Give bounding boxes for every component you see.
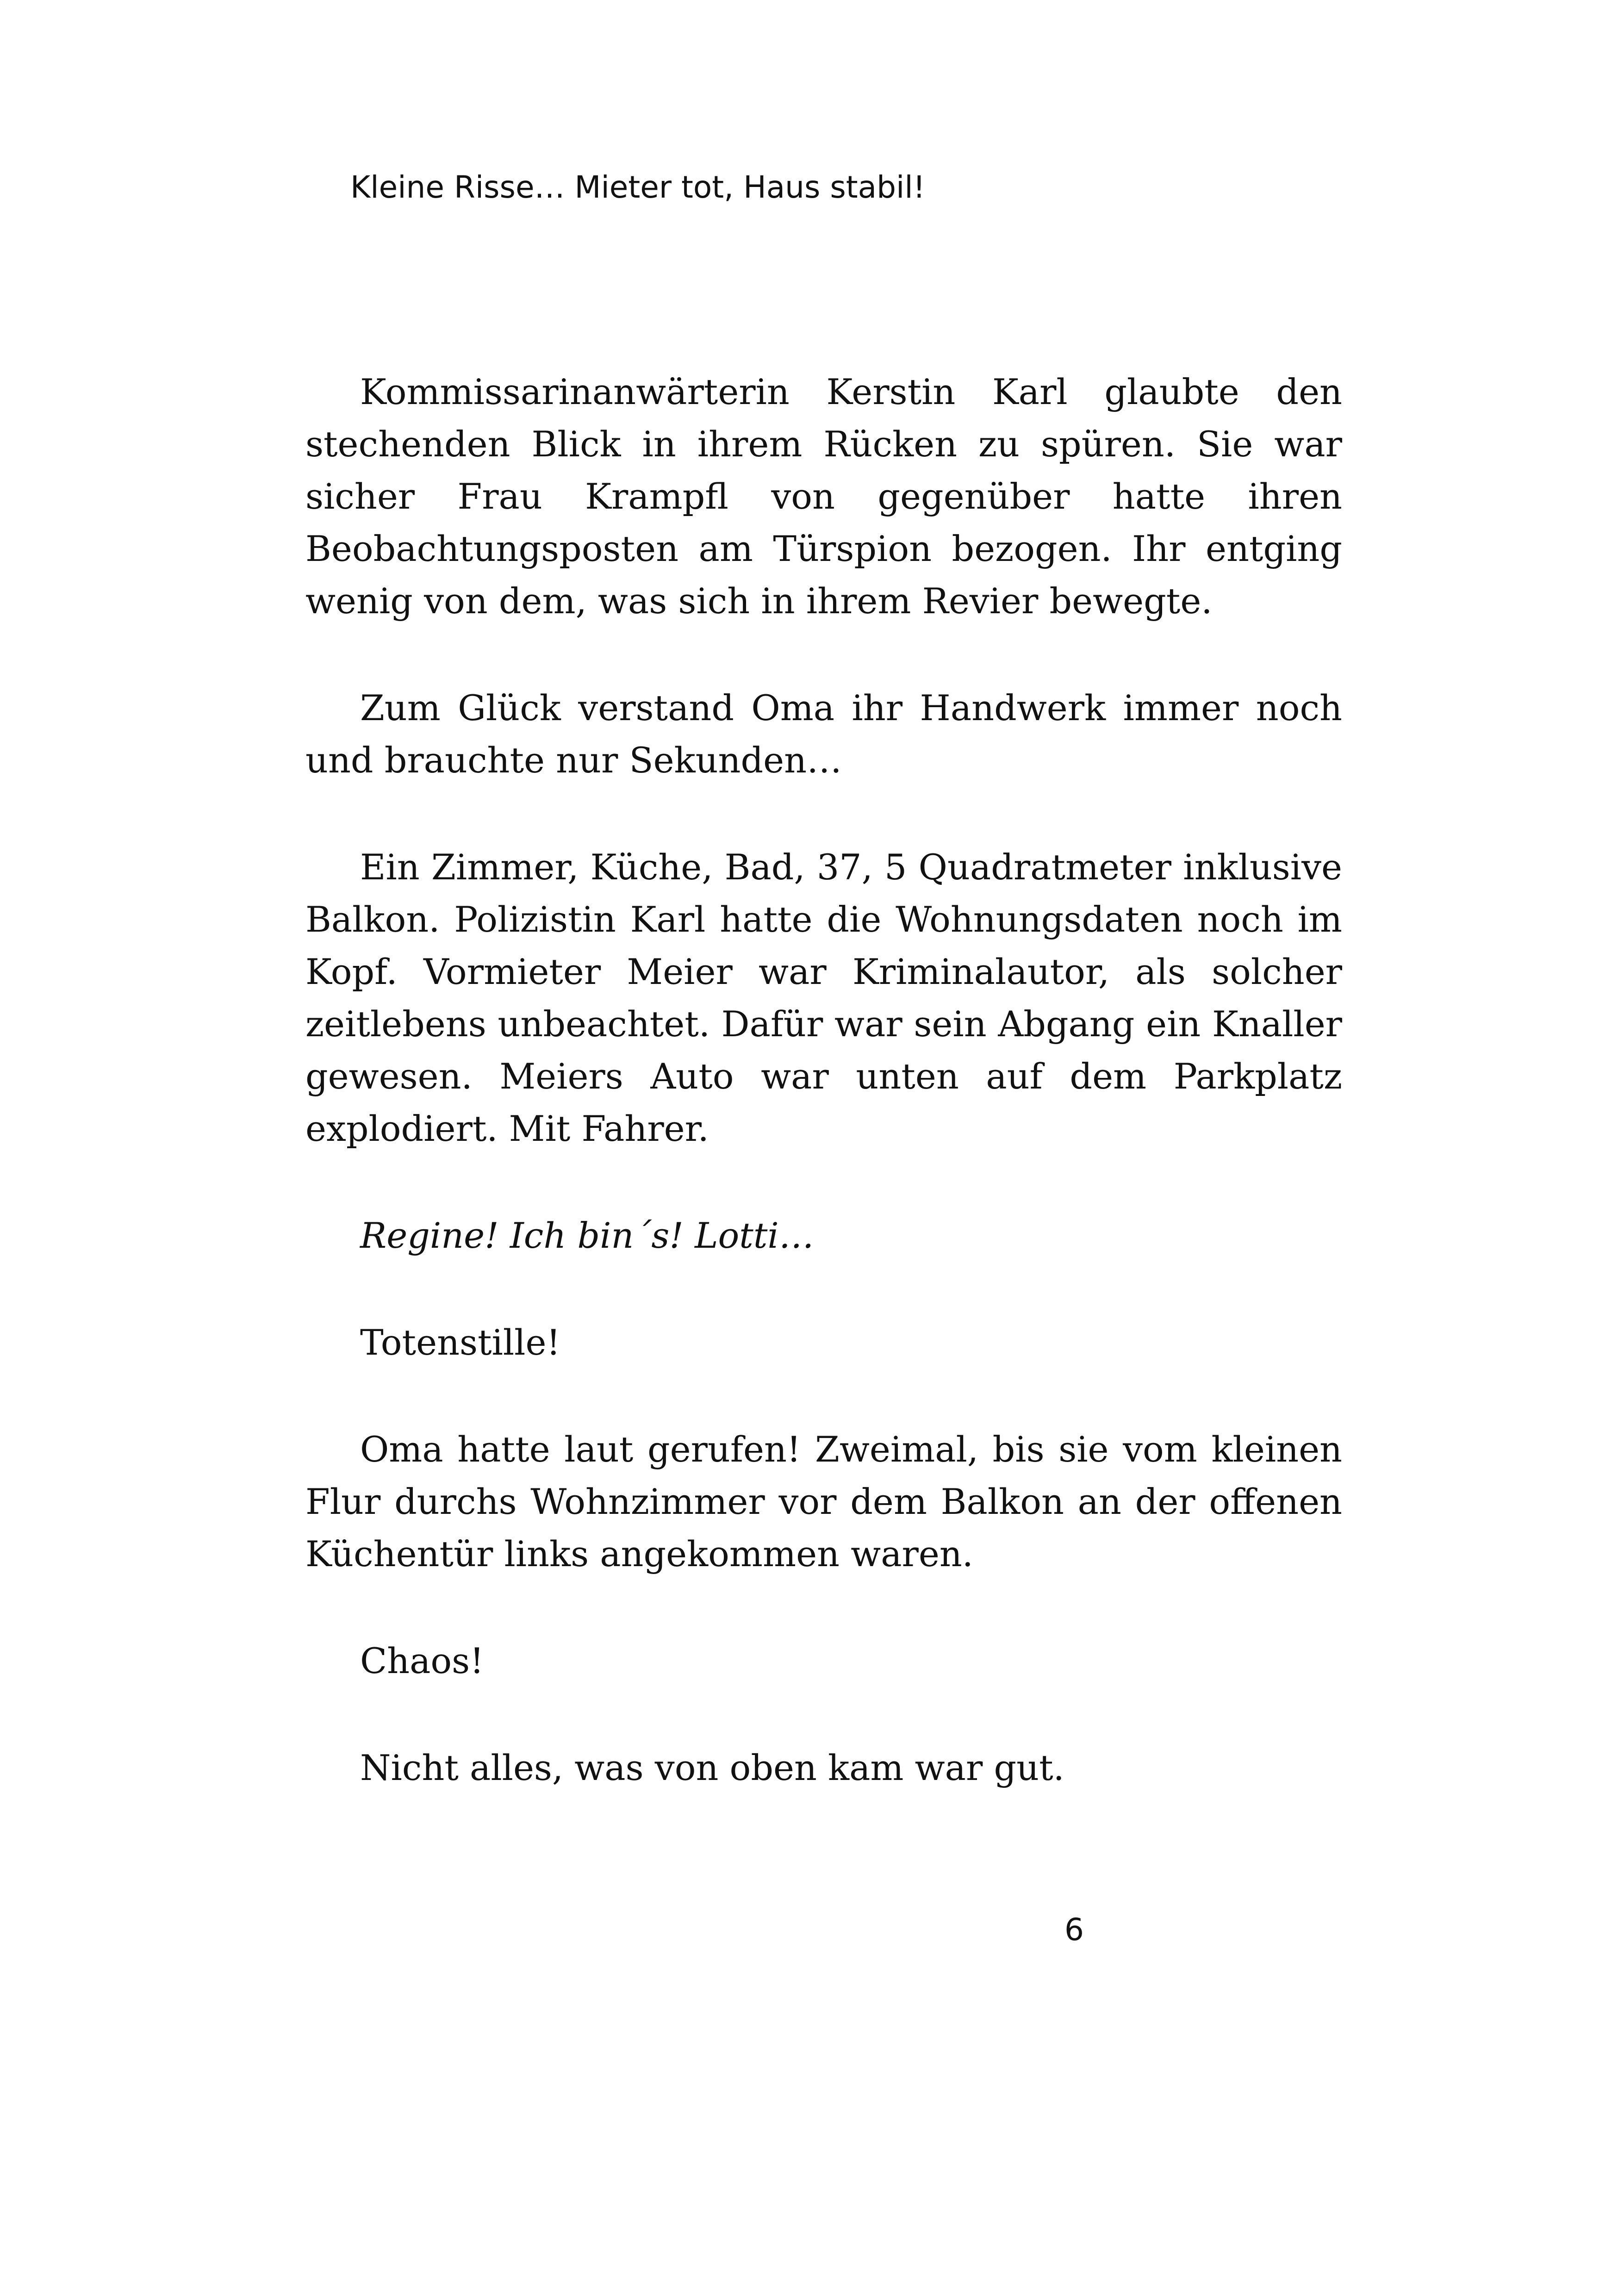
paragraph-7: Chaos! <box>360 1640 484 1681</box>
body-text <box>305 366 1342 1848</box>
paragraph-2: Zum Glück verstand Oma ihr Handwerk immer noch und brauchte nur Sekunden… <box>305 687 1342 781</box>
paragraph-4-italic-call: Regine! Ich bin´s! Lotti… <box>360 1215 814 1256</box>
running-header: Kleine Risse… Mieter tot, Haus stabil! <box>350 169 926 205</box>
paragraph-6: Oma hatte laut gerufen! Zweimal, bis sie vom kleinen Flur durchs Wohnzimmer vor dem Balkon an der offenen Küchentür links angekommen waren. <box>305 1429 1342 1574</box>
paragraph-3: Ein Zimmer, Küche, Bad, 37, 5 Quadratmeter inklusive Balkon. Polizistin Karl hatte die Wohnungsdaten noch im Kopf. Vormieter Meier war Kriminalautor, als solcher zeitlebens unbeachtet. Dafür war sein Abgang ein Knaller gewesen. Meiers Auto war unten auf dem Parkplatz explodiert. Mit Fahrer. <box>305 846 1342 1149</box>
paragraph-5: Totenstille! <box>360 1322 560 1363</box>
paragraph-8: Nicht alles, was von oben kam war gut. <box>360 1747 1064 1788</box>
paragraph-1: Kommissarinanwärterin Kerstin Karl glaubte den stechenden Blick in ihrem Rücken zu spüren. Sie war sicher Frau Krampfl von gegenüber hatte ihren Beobachtungsposten am Türspion bezogen. Ihr entging wenig von dem, was sich in ihrem Revier bewegte. <box>305 371 1342 622</box>
page-number: 6 <box>1064 1912 1084 1948</box>
